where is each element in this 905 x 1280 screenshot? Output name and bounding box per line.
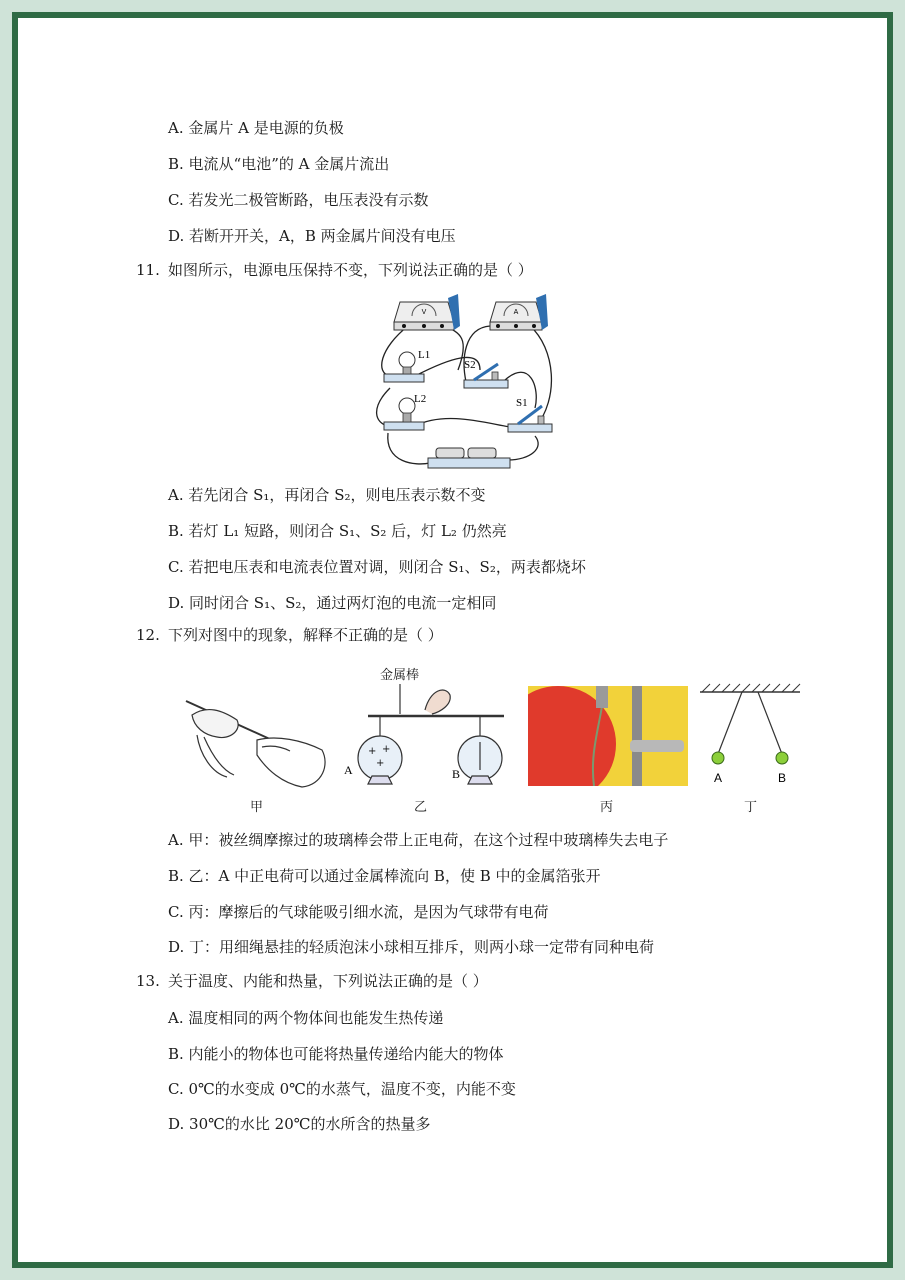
- q12-option-a: A. 甲：被丝绸摩擦过的玻璃棒会带上正电荷，在这个过程中玻璃棒失去电子: [168, 831, 669, 849]
- svg-text:+: +: [368, 746, 377, 757]
- q12-option-c: C. 丙：摩擦后的气球能吸引细水流，是因为气球带有电荷: [168, 903, 549, 921]
- q12-figure-ding: [698, 682, 802, 782]
- q10-option-d: D. 若断开开关，A，B 两金属片间没有电压: [168, 227, 456, 245]
- q13-number: 13.: [136, 972, 160, 990]
- ball-a-icon: [712, 752, 724, 764]
- switch-s2-icon: [464, 359, 508, 388]
- q12-figure-bing: [528, 686, 688, 786]
- q12-number: 12.: [136, 626, 160, 644]
- s1-label: S1: [516, 397, 528, 409]
- q12-caption-yi: 乙: [414, 800, 428, 815]
- lamp-l2-icon: [384, 393, 426, 430]
- q12-metal-rod-label: 金属棒: [380, 668, 420, 683]
- electroscope-a-icon: [358, 716, 402, 784]
- ball-b-icon: [776, 752, 788, 764]
- q12-stem: [136, 625, 443, 645]
- q13-stem: [136, 971, 488, 991]
- q13-option-a: A. 温度相同的两个物体间也能发生热传递: [168, 1009, 444, 1027]
- q12-option-d: D. 丁：用细绳悬挂的轻质泡沫小球相互排斥，则两小球一定带有同种电荷: [168, 938, 655, 956]
- q10-option-a: A. 金属片 A 是电源的负极: [168, 119, 344, 137]
- voltmeter-label: V: [421, 309, 427, 316]
- q11-option-c: C. 若把电压表和电流表位置对调，则闭合 S₁、S₂，两表都烧坏: [168, 558, 586, 576]
- s2-label: S2: [464, 359, 476, 371]
- electroscope-b-label: B: [452, 767, 461, 781]
- voltmeter-icon: [394, 294, 460, 330]
- q11-option-b: B. 若灯 L₁ 短路，则闭合 S₁、S₂ 后，灯 L₂ 仍然亮: [168, 522, 507, 540]
- q12-figure-jia: [182, 695, 332, 790]
- ammeter-icon: [490, 294, 548, 330]
- q12-caption-jia: 甲: [250, 800, 264, 815]
- ammeter-label: A: [513, 309, 519, 316]
- q12-caption-ding: 丁: [744, 800, 758, 815]
- l2-label: L2: [414, 393, 427, 405]
- q12-figure-yi: [340, 680, 510, 788]
- q13-option-c: C. 0℃的水变成 0℃的水蒸气，温度不变，内能不变: [168, 1080, 516, 1098]
- ball-b-label: B: [778, 771, 787, 782]
- silk-rubbing-glass-rod-icon: [186, 701, 325, 787]
- q11-circuit-figure: [370, 288, 570, 476]
- q12-option-b: B. 乙：A 中正电荷可以通过金属棒流向 B，使 B 中的金属箔张开: [168, 867, 601, 885]
- ball-a-label: A: [714, 771, 723, 782]
- electroscope-a-label: A: [344, 763, 353, 777]
- q13-option-d: D. 30℃的水比 20℃的水所含的热量多: [168, 1115, 431, 1133]
- lamp-l1-icon: [384, 349, 430, 382]
- svg-text:+: +: [382, 744, 391, 755]
- q10-option-c: C. 若发光二极管断路，电压表没有示数: [168, 191, 429, 209]
- switch-s1-icon: [508, 397, 552, 432]
- q13-stem-text: 关于温度、内能和热量，下列说法正确的是（ ）: [168, 972, 488, 990]
- q12-caption-bing: 丙: [600, 800, 614, 815]
- q11-number: 11.: [136, 261, 160, 279]
- q11-option-a: A. 若先闭合 S₁，再闭合 S₂，则电压表示数不变: [168, 486, 486, 504]
- q12-stem-text: 下列对图中的现象，解释不正确的是（ ）: [168, 626, 443, 644]
- l1-label: L1: [418, 349, 431, 361]
- q13-option-b: B. 内能小的物体也可能将热量传递给内能大的物体: [168, 1045, 504, 1063]
- q11-stem: [136, 260, 533, 280]
- electroscope-b-icon: [458, 716, 502, 784]
- svg-text:+: +: [376, 758, 385, 769]
- battery-icon: [428, 448, 510, 468]
- q11-stem-text: 如图所示，电源电压保持不变，下列说法正确的是（ ）: [168, 261, 533, 279]
- q10-option-b: B. 电流从“电池”的 A 金属片流出: [168, 155, 390, 173]
- q11-option-d: D. 同时闭合 S₁、S₂，通过两灯泡的电流一定相同: [168, 594, 497, 612]
